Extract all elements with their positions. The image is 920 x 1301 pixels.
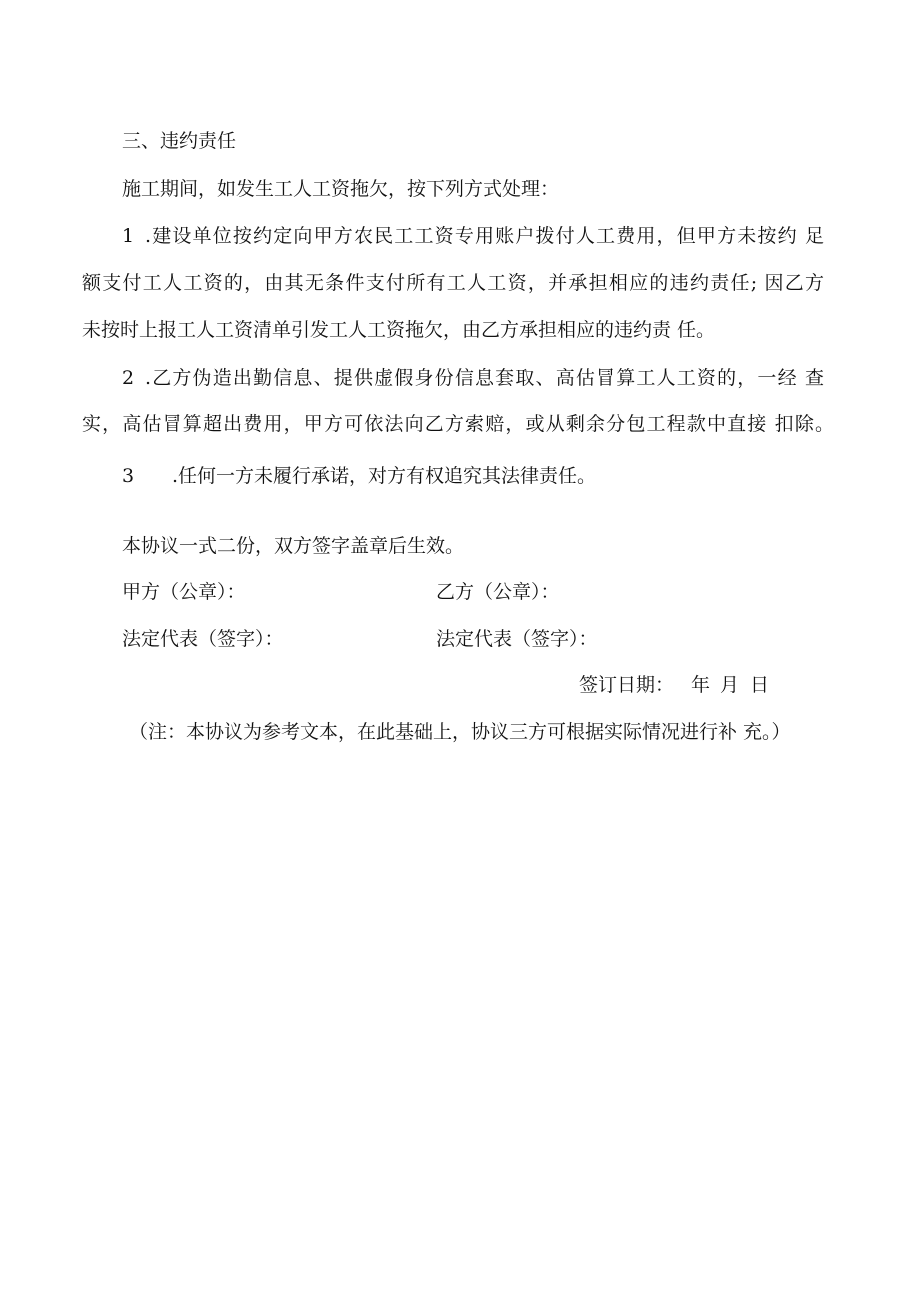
signing-date [579, 673, 770, 697]
item-2-line-1: .乙方伪造出勤信息、提供虚假身份信息套取、高估冒算工人工资的，一经 查 [145, 367, 824, 389]
party-b-seal-label: 乙方（公章）： [436, 581, 560, 603]
item-1-number: 1 [122, 225, 135, 247]
section-intro: 施工期间，如发生工人工资拖欠，按下列方式处理： [122, 178, 560, 200]
party-a-seal-label: 甲方（公章）： [122, 581, 246, 603]
item-2-line-2: 实，高估冒算超出费用，甲方可依法向乙方索赔，或从剩余分包工程款中直接 扣除。 [82, 413, 834, 435]
closing-statement: 本协议一式二份，双方签字盖章后生效。 [122, 535, 465, 557]
item-1-line-3: 未按时上报工人工资清单引发工人工资拖欠，由乙方承担相应的违约责 任。 [82, 319, 716, 341]
item-2-number: 2 [122, 367, 135, 389]
signing-date-day: 日 [750, 674, 770, 696]
party-b-rep-label: 法定代表（签字）： [436, 628, 598, 650]
item-1-line-1: .建设单位按约定向甲方农民工工资专用账户拨付人工费用，但甲方未按约 足 [145, 225, 824, 247]
item-3-number: 3 [122, 465, 135, 487]
party-a-rep-label: 法定代表（签字）： [122, 628, 284, 650]
item-3-line-1: .任何一方未履行承诺，对方有权追究其法律责任。 [172, 465, 597, 487]
signing-date-label: 签订日期： [579, 674, 675, 696]
section-heading: 三、违约责任 [122, 130, 237, 152]
signing-date-month: 月 [720, 674, 740, 696]
footnote: （注：本协议为参考文本，在此基础上，协议三方可根据实际情况进行补 充。） [129, 721, 791, 743]
signing-date-year: 年 [691, 674, 711, 696]
item-1-line-2: 额支付工人工资的，由其无条件支付所有工人工资，并承担相应的违约责任; 因乙方 [82, 272, 824, 294]
